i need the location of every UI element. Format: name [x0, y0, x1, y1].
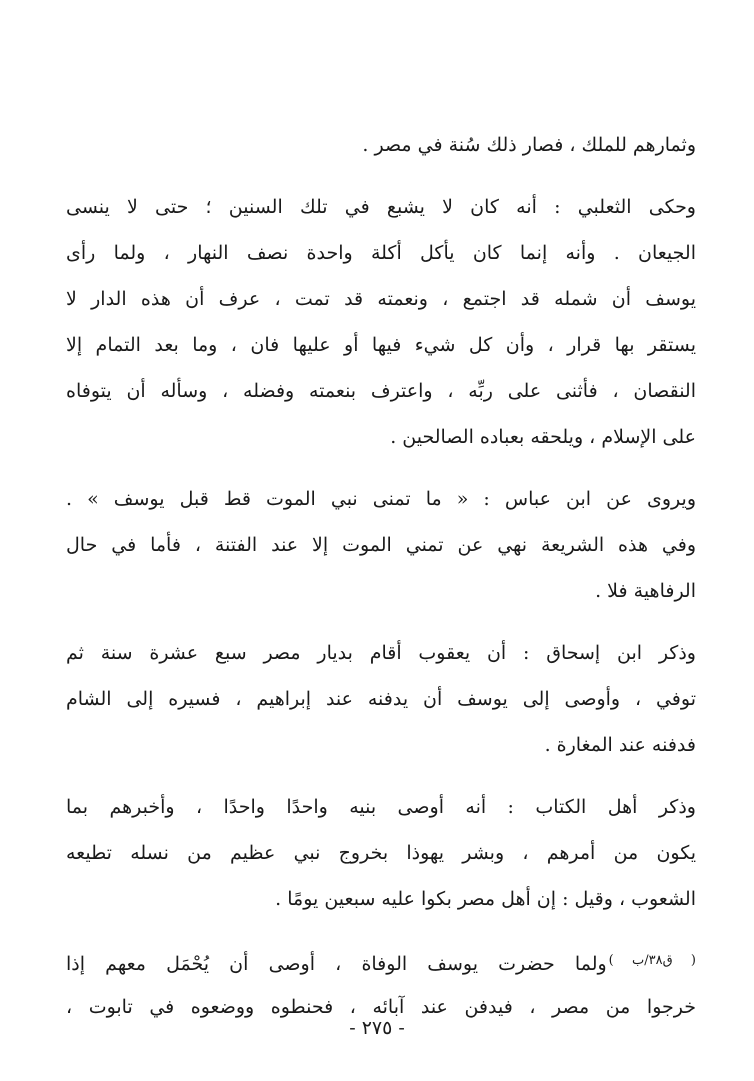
text-line: وفي هذه الشريعة نهي عن تمني الموت إلا عند الفتنة ، فأما في حال [66, 534, 696, 556]
text-line: الرفاهية فلا . [595, 580, 696, 602]
text-line: وذكر أهل الكتاب : أنه أوصى بنيه واحدًا واحدًا ، وأخبرهم بما [66, 796, 696, 818]
body-text [66, 122, 696, 1030]
text-line: وحكى الثعلبي : أنه كان لا يشبع في تلك السنين ؛ حتى لا ينسى [66, 196, 696, 218]
paragraph-2 [66, 184, 696, 460]
page-number: - ٢٧٥ - [349, 1017, 405, 1039]
text-line: الجيعان . وأنه إنما كان يأكل أكلة واحدة نصف النهار ، ولما رأى [66, 242, 696, 264]
text-line: على الإسلام ، ويلحقه بعباده الصالحين . [390, 426, 696, 448]
text-line: وثمارهم للملك ، فصار ذلك سُنة في مصر . [362, 134, 696, 156]
paragraph-gap [66, 614, 696, 630]
text-line: الشعوب ، وقيل : إن أهل مصر بكوا عليه سبعين يومًا . [275, 888, 696, 910]
paragraph-5 [66, 784, 696, 922]
text-line: يستقر بها قرار ، وأن كل شيء فيها أو عليها فان ، وما بعد التمام إلا [66, 334, 696, 356]
text-line: النقصان ، فأثنى على ربِّه ، واعترف بنعمته وفضله ، وسأله أن يتوفاه [66, 380, 696, 402]
paragraph-gap [66, 922, 696, 938]
text-line: خرجوا من مصر ، فيدفن عند آبائه ، فحنطوه ووضعوه في تابوت ، [66, 996, 696, 1018]
text-line: يوسف أن شمله قد اجتمع ، ونعمته قد تمت ، عرف أن هذه الدار لا [66, 288, 696, 310]
paragraph-gap [66, 460, 696, 476]
text-span: ولما حضرت يوسف الوفاة ، أوصى أن يُحْمَل معهم إذا [66, 953, 607, 975]
text-line: ويروى عن ابن عباس : « ما تمنى نبي الموت قط قبل يوسف » . [66, 488, 696, 510]
paragraph-gap [66, 768, 696, 784]
text-line: يكون من أمرهم ، وبشر يهوذا بخروج نبي عظيم من نسله تطيعه [66, 842, 696, 864]
text-line: فدفنه عند المغارة . [544, 734, 696, 756]
text-line: وذكر ابن إسحاق : أن يعقوب أقام بديار مصر سبع عشرة سنة ثم [66, 642, 696, 664]
paragraph-3 [66, 476, 696, 614]
paragraph-gap [66, 168, 696, 184]
text-line: توفي ، وأوصى إلى يوسف أن يدفنه عند إبراهيم ، فسيره إلى الشام [66, 688, 696, 710]
paragraph-4 [66, 630, 696, 768]
paragraph-1 [66, 122, 696, 168]
manuscript-folio-reference: ( ق٣٨/ب ) [608, 953, 696, 968]
text-line [66, 938, 696, 984]
